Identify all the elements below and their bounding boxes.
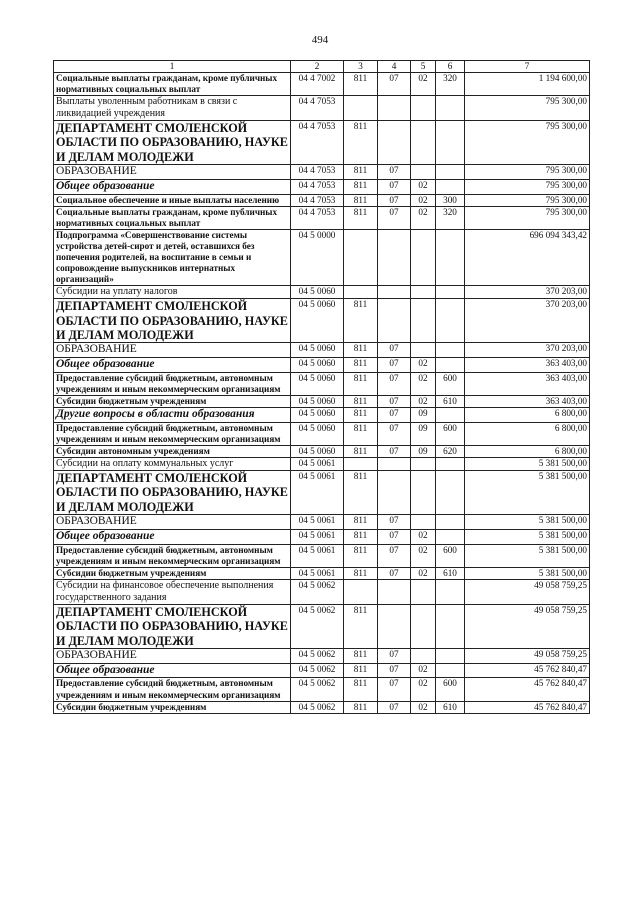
row-ved-cell: 811 <box>344 73 378 96</box>
row-code-cell: 04 5 0060 <box>291 358 344 373</box>
row-amount-cell: 49 058 759,25 <box>465 579 590 604</box>
row-amount-cell: 45 762 840,47 <box>465 678 590 701</box>
budget-table <box>53 60 590 714</box>
table-row <box>54 96 590 121</box>
row-expense-type-cell <box>436 121 465 165</box>
row-subsection-cell: 02 <box>411 73 436 96</box>
row-code-cell: 04 5 0060 <box>291 343 344 358</box>
table-row <box>54 286 590 299</box>
row-ved-cell: 811 <box>344 529 378 544</box>
header-col-2: 2 <box>291 61 344 73</box>
row-subsection-cell: 09 <box>411 422 436 445</box>
row-ved-cell <box>344 579 378 604</box>
row-subsection-cell <box>411 96 436 121</box>
row-amount-cell: 795 300,00 <box>465 206 590 229</box>
row-name-cell: ДЕПАРТАМЕНТ СМОЛЕНСКОЙ ОБЛАСТИ ПО ОБРАЗОВАНИЮ, НАУКЕ И ДЕЛАМ МОЛОДЕЖИ <box>54 470 291 514</box>
table-row <box>54 229 590 285</box>
row-ved-cell <box>344 96 378 121</box>
row-section-cell <box>378 229 411 285</box>
row-amount-cell: 1 194 600,00 <box>465 73 590 96</box>
row-section-cell <box>378 470 411 514</box>
row-expense-type-cell <box>436 358 465 373</box>
row-subsection-cell <box>411 579 436 604</box>
row-code-cell: 04 5 0060 <box>291 299 344 343</box>
table-row <box>54 579 590 604</box>
table-row <box>54 663 590 678</box>
row-section-cell: 07 <box>378 194 411 206</box>
row-code-cell: 04 5 0062 <box>291 678 344 701</box>
table-row <box>54 180 590 195</box>
row-amount-cell: 5 381 500,00 <box>465 544 590 567</box>
row-code-cell: 04 5 0062 <box>291 663 344 678</box>
row-ved-cell <box>344 286 378 299</box>
table-row <box>54 206 590 229</box>
table-row <box>54 395 590 407</box>
table-row <box>54 457 590 470</box>
row-section-cell <box>378 604 411 648</box>
table-header-row <box>54 61 590 73</box>
row-amount-cell: 6 800,00 <box>465 422 590 445</box>
table-row <box>54 648 590 663</box>
table-row <box>54 515 590 530</box>
row-ved-cell: 811 <box>344 544 378 567</box>
row-expense-type-cell <box>436 407 465 422</box>
row-section-cell <box>378 579 411 604</box>
row-amount-cell: 6 800,00 <box>465 445 590 457</box>
row-section-cell: 07 <box>378 445 411 457</box>
row-ved-cell: 811 <box>344 701 378 713</box>
row-name-cell: Другие вопросы в области образования <box>54 407 291 422</box>
row-ved-cell: 811 <box>344 358 378 373</box>
row-name-cell: Социальные выплаты гражданам, кроме публичных нормативных социальных выплат <box>54 73 291 96</box>
row-amount-cell: 6 800,00 <box>465 407 590 422</box>
row-name-cell: Субсидии бюджетным учреждениям <box>54 567 291 579</box>
row-amount-cell: 363 403,00 <box>465 395 590 407</box>
row-ved-cell: 811 <box>344 343 378 358</box>
row-subsection-cell: 02 <box>411 529 436 544</box>
row-amount-cell: 5 381 500,00 <box>465 470 590 514</box>
row-section-cell <box>378 457 411 470</box>
row-code-cell: 04 5 0062 <box>291 648 344 663</box>
row-section-cell: 07 <box>378 678 411 701</box>
row-subsection-cell <box>411 229 436 285</box>
row-ved-cell: 811 <box>344 515 378 530</box>
row-code-cell: 04 4 7002 <box>291 73 344 96</box>
header-col-3: 3 <box>344 61 378 73</box>
row-section-cell: 07 <box>378 395 411 407</box>
row-code-cell: 04 5 0062 <box>291 604 344 648</box>
row-expense-type-cell: 620 <box>436 445 465 457</box>
row-section-cell: 07 <box>378 515 411 530</box>
row-name-cell: ДЕПАРТАМЕНТ СМОЛЕНСКОЙ ОБЛАСТИ ПО ОБРАЗОВАНИЮ, НАУКЕ И ДЕЛАМ МОЛОДЕЖИ <box>54 604 291 648</box>
row-expense-type-cell <box>436 579 465 604</box>
row-code-cell: 04 5 0061 <box>291 515 344 530</box>
row-subsection-cell <box>411 648 436 663</box>
row-name-cell: Общее образование <box>54 358 291 373</box>
row-ved-cell: 811 <box>344 299 378 343</box>
row-name-cell: Выплаты уволенным работникам в связи с ликвидацией учреждения <box>54 96 291 121</box>
row-code-cell: 04 5 0061 <box>291 457 344 470</box>
row-section-cell: 07 <box>378 648 411 663</box>
row-expense-type-cell <box>436 604 465 648</box>
row-section-cell: 07 <box>378 180 411 195</box>
row-expense-type-cell <box>436 229 465 285</box>
row-ved-cell: 811 <box>344 395 378 407</box>
row-name-cell: Общее образование <box>54 529 291 544</box>
row-subsection-cell <box>411 470 436 514</box>
row-section-cell: 07 <box>378 165 411 180</box>
row-ved-cell: 811 <box>344 648 378 663</box>
row-code-cell: 04 5 0061 <box>291 470 344 514</box>
row-code-cell: 04 5 0000 <box>291 229 344 285</box>
row-expense-type-cell <box>436 343 465 358</box>
row-code-cell: 04 5 0060 <box>291 445 344 457</box>
row-code-cell: 04 4 7053 <box>291 96 344 121</box>
row-subsection-cell: 02 <box>411 678 436 701</box>
row-section-cell <box>378 299 411 343</box>
row-name-cell: Предоставление субсидий бюджетным, автономным учреждениям и иным некоммерческим организациям <box>54 544 291 567</box>
row-amount-cell: 5 381 500,00 <box>465 567 590 579</box>
row-code-cell: 04 5 0060 <box>291 372 344 395</box>
row-subsection-cell: 02 <box>411 544 436 567</box>
row-ved-cell: 811 <box>344 678 378 701</box>
table-row <box>54 445 590 457</box>
row-ved-cell: 811 <box>344 567 378 579</box>
row-subsection-cell <box>411 457 436 470</box>
row-expense-type-cell: 320 <box>436 73 465 96</box>
row-section-cell: 07 <box>378 358 411 373</box>
row-expense-type-cell <box>436 299 465 343</box>
row-expense-type-cell <box>436 286 465 299</box>
row-amount-cell: 5 381 500,00 <box>465 529 590 544</box>
row-ved-cell <box>344 229 378 285</box>
row-amount-cell: 49 058 759,25 <box>465 648 590 663</box>
table-row <box>54 121 590 165</box>
row-section-cell: 07 <box>378 567 411 579</box>
header-col-7: 7 <box>465 61 590 73</box>
row-section-cell: 07 <box>378 73 411 96</box>
row-name-cell: Социальные выплаты гражданам, кроме публичных нормативных социальных выплат <box>54 206 291 229</box>
row-name-cell: Субсидии бюджетным учреждениям <box>54 701 291 713</box>
row-amount-cell: 795 300,00 <box>465 194 590 206</box>
row-amount-cell: 5 381 500,00 <box>465 515 590 530</box>
row-ved-cell: 811 <box>344 470 378 514</box>
row-amount-cell: 795 300,00 <box>465 96 590 121</box>
row-amount-cell: 49 058 759,25 <box>465 604 590 648</box>
row-name-cell: ДЕПАРТАМЕНТ СМОЛЕНСКОЙ ОБЛАСТИ ПО ОБРАЗОВАНИЮ, НАУКЕ И ДЕЛАМ МОЛОДЕЖИ <box>54 121 291 165</box>
table-row <box>54 372 590 395</box>
table-row <box>54 470 590 514</box>
row-section-cell: 07 <box>378 407 411 422</box>
row-subsection-cell <box>411 165 436 180</box>
row-amount-cell: 795 300,00 <box>465 121 590 165</box>
row-expense-type-cell <box>436 180 465 195</box>
row-subsection-cell: 02 <box>411 567 436 579</box>
row-expense-type-cell: 610 <box>436 567 465 579</box>
row-name-cell: Субсидии автономным учреждениям <box>54 445 291 457</box>
row-ved-cell: 811 <box>344 194 378 206</box>
row-ved-cell <box>344 457 378 470</box>
row-amount-cell: 370 203,00 <box>465 343 590 358</box>
row-ved-cell: 811 <box>344 165 378 180</box>
row-amount-cell: 363 403,00 <box>465 372 590 395</box>
row-subsection-cell: 02 <box>411 701 436 713</box>
row-subsection-cell: 02 <box>411 194 436 206</box>
row-subsection-cell: 02 <box>411 206 436 229</box>
row-expense-type-cell: 600 <box>436 678 465 701</box>
table-row <box>54 701 590 713</box>
row-expense-type-cell <box>436 165 465 180</box>
row-amount-cell: 370 203,00 <box>465 299 590 343</box>
table-row <box>54 299 590 343</box>
row-amount-cell: 795 300,00 <box>465 180 590 195</box>
row-code-cell: 04 5 0061 <box>291 544 344 567</box>
row-code-cell: 04 5 0060 <box>291 286 344 299</box>
row-expense-type-cell: 610 <box>436 701 465 713</box>
row-amount-cell: 45 762 840,47 <box>465 663 590 678</box>
row-amount-cell: 370 203,00 <box>465 286 590 299</box>
row-expense-type-cell: 610 <box>436 395 465 407</box>
row-code-cell: 04 5 0061 <box>291 567 344 579</box>
row-name-cell: ОБРАЗОВАНИЕ <box>54 343 291 358</box>
row-ved-cell: 811 <box>344 604 378 648</box>
row-name-cell: Субсидии бюджетным учреждениям <box>54 395 291 407</box>
row-code-cell: 04 4 7053 <box>291 165 344 180</box>
row-ved-cell: 811 <box>344 422 378 445</box>
row-ved-cell: 811 <box>344 372 378 395</box>
row-expense-type-cell <box>436 663 465 678</box>
row-code-cell: 04 4 7053 <box>291 180 344 195</box>
row-code-cell: 04 5 0062 <box>291 701 344 713</box>
row-subsection-cell: 02 <box>411 358 436 373</box>
row-name-cell: ОБРАЗОВАНИЕ <box>54 648 291 663</box>
row-amount-cell: 45 762 840,47 <box>465 701 590 713</box>
row-subsection-cell <box>411 121 436 165</box>
row-section-cell <box>378 96 411 121</box>
row-expense-type-cell: 300 <box>436 194 465 206</box>
table-row <box>54 529 590 544</box>
row-code-cell: 04 5 0060 <box>291 407 344 422</box>
table-row <box>54 422 590 445</box>
table-row <box>54 194 590 206</box>
header-col-1: 1 <box>54 61 291 73</box>
row-section-cell: 07 <box>378 544 411 567</box>
row-ved-cell: 811 <box>344 663 378 678</box>
row-section-cell: 07 <box>378 529 411 544</box>
row-code-cell: 04 4 7053 <box>291 121 344 165</box>
row-subsection-cell <box>411 343 436 358</box>
row-name-cell: ДЕПАРТАМЕНТ СМОЛЕНСКОЙ ОБЛАСТИ ПО ОБРАЗОВАНИЮ, НАУКЕ И ДЕЛАМ МОЛОДЕЖИ <box>54 299 291 343</box>
table-row <box>54 604 590 648</box>
row-section-cell <box>378 121 411 165</box>
row-expense-type-cell: 600 <box>436 422 465 445</box>
row-amount-cell: 795 300,00 <box>465 165 590 180</box>
row-name-cell: Предоставление субсидий бюджетным, автономным учреждениям и иным некоммерческим организациям <box>54 678 291 701</box>
row-ved-cell: 811 <box>344 407 378 422</box>
row-code-cell: 04 5 0062 <box>291 579 344 604</box>
row-ved-cell: 811 <box>344 180 378 195</box>
row-section-cell: 07 <box>378 206 411 229</box>
row-subsection-cell: 09 <box>411 445 436 457</box>
row-code-cell: 04 4 7053 <box>291 194 344 206</box>
row-section-cell: 07 <box>378 343 411 358</box>
row-section-cell: 07 <box>378 372 411 395</box>
row-name-cell: Подпрограмма «Совершенствование системы устройства детей-сирот и детей, оставшихся без попечения родителей, на воспитание в семьи и сопровождение выпускников интернатных организаций» <box>54 229 291 285</box>
row-name-cell: Социальное обеспечение и иные выплаты населению <box>54 194 291 206</box>
header-col-5: 5 <box>411 61 436 73</box>
table-row <box>54 73 590 96</box>
row-name-cell: ОБРАЗОВАНИЕ <box>54 165 291 180</box>
row-name-cell: Общее образование <box>54 180 291 195</box>
row-code-cell: 04 5 0061 <box>291 529 344 544</box>
row-ved-cell: 811 <box>344 121 378 165</box>
page-number: 494 <box>311 34 329 46</box>
row-expense-type-cell: 600 <box>436 372 465 395</box>
row-subsection-cell: 09 <box>411 407 436 422</box>
row-subsection-cell: 02 <box>411 663 436 678</box>
row-name-cell: Субсидии на финансовое обеспечение выполнения государственного задания <box>54 579 291 604</box>
row-subsection-cell <box>411 299 436 343</box>
row-expense-type-cell <box>436 648 465 663</box>
row-expense-type-cell: 320 <box>436 206 465 229</box>
row-expense-type-cell <box>436 96 465 121</box>
table-row <box>54 165 590 180</box>
row-expense-type-cell <box>436 470 465 514</box>
row-name-cell: Предоставление субсидий бюджетным, автономным учреждениям и иным некоммерческим организациям <box>54 422 291 445</box>
row-expense-type-cell <box>436 529 465 544</box>
row-name-cell: Субсидии на оплату коммунальных услуг <box>54 457 291 470</box>
row-name-cell: Общее образование <box>54 663 291 678</box>
row-subsection-cell: 02 <box>411 180 436 195</box>
row-code-cell: 04 4 7053 <box>291 206 344 229</box>
row-section-cell: 07 <box>378 422 411 445</box>
header-col-6: 6 <box>436 61 465 73</box>
row-name-cell: ОБРАЗОВАНИЕ <box>54 515 291 530</box>
row-section-cell: 07 <box>378 663 411 678</box>
row-section-cell: 07 <box>378 701 411 713</box>
row-expense-type-cell <box>436 515 465 530</box>
row-ved-cell: 811 <box>344 206 378 229</box>
table-row <box>54 567 590 579</box>
header-col-4: 4 <box>378 61 411 73</box>
table-row <box>54 678 590 701</box>
row-code-cell: 04 5 0060 <box>291 395 344 407</box>
row-subsection-cell: 02 <box>411 395 436 407</box>
row-subsection-cell <box>411 604 436 648</box>
row-code-cell: 04 5 0060 <box>291 422 344 445</box>
table-row <box>54 343 590 358</box>
row-amount-cell: 5 381 500,00 <box>465 457 590 470</box>
row-name-cell: Субсидии на уплату налогов <box>54 286 291 299</box>
row-amount-cell: 696 094 343,42 <box>465 229 590 285</box>
row-ved-cell: 811 <box>344 445 378 457</box>
table-row <box>54 544 590 567</box>
row-subsection-cell: 02 <box>411 372 436 395</box>
row-name-cell: Предоставление субсидий бюджетным, автономным учреждениям и иным некоммерческим организациям <box>54 372 291 395</box>
row-subsection-cell <box>411 286 436 299</box>
row-expense-type-cell: 600 <box>436 544 465 567</box>
row-amount-cell: 363 403,00 <box>465 358 590 373</box>
row-expense-type-cell <box>436 457 465 470</box>
table-row <box>54 358 590 373</box>
row-section-cell <box>378 286 411 299</box>
table-row <box>54 407 590 422</box>
row-subsection-cell <box>411 515 436 530</box>
